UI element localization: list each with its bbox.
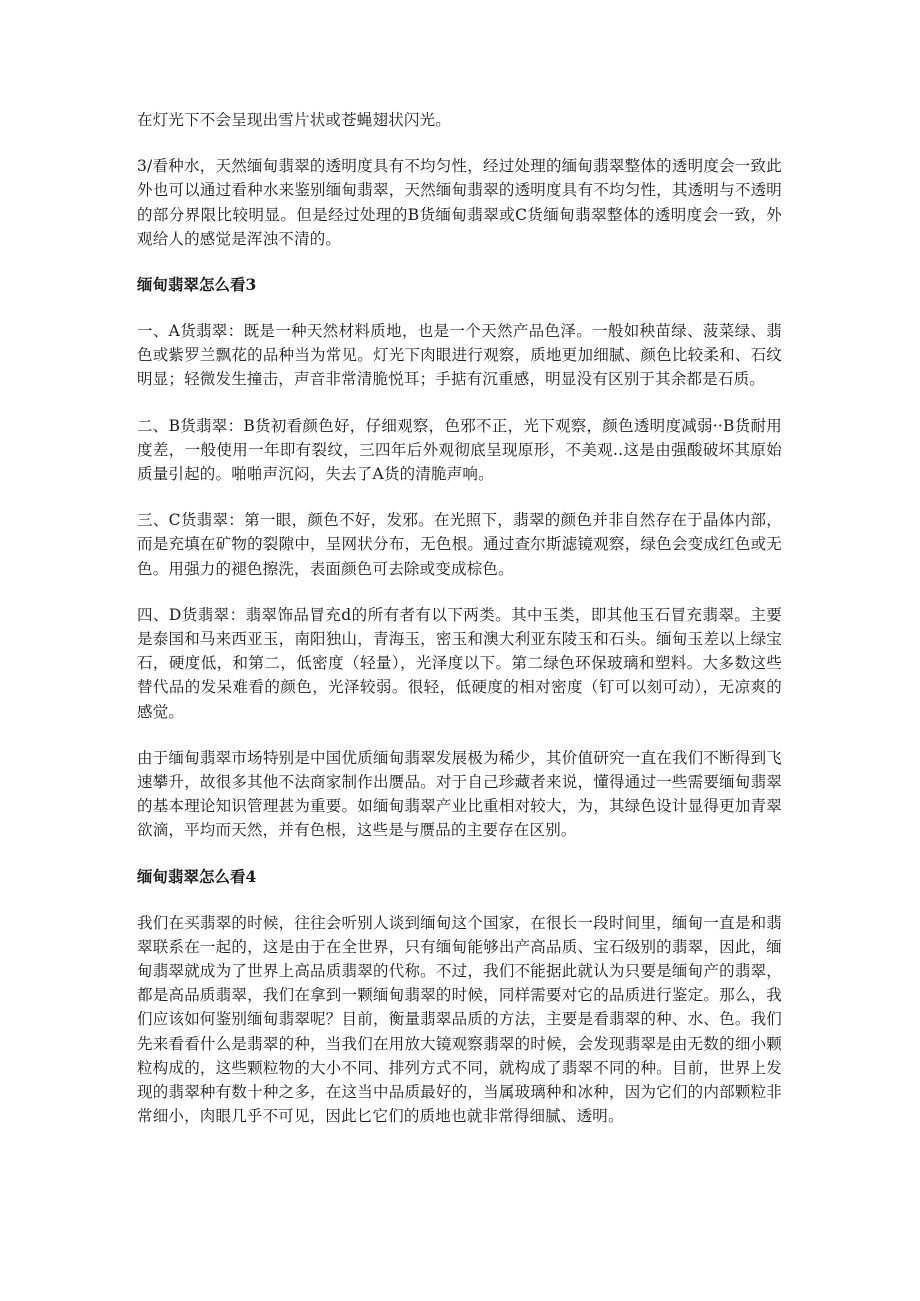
paragraph-a-grade: 一、A货翡翠：既是一种天然材料质地，也是一个天然产品色泽。一般如秧苗绿、菠菜绿、翡色或紫罗兰飘花的品种当为常见。灯光下肉眼进行观察，质地更加细腻、颜色比较柔和、石纹明显；轻微发生撞击，声音非常清脆悦耳；手掂有沉重感，明显没有区别于其余都是石质。	[137, 322, 782, 389]
paragraph-d-grade: 四、D货翡翠：翡翠饰品冒充d的所有者有以下两类。其中玉类，即其他玉石冒充翡翠。主要是泰国和马来西亚玉，南阳独山，青海玉，密玉和澳大利亚东陵玉和石头。缅甸玉差以上绿宝石，硬度低，和第二，低密度（轻量），光泽度以下。第二绿色环保玻璃和塑料。大多数这些替代品的发呆难看的颜色，光泽较弱。很轻，低硬度的相对密度（钉可以刻可动），无凉爽的感觉。	[137, 605, 782, 721]
paragraph-seed-water: 3/看种水，天然缅甸翡翠的透明度具有不均匀性，经过处理的缅甸翡翠整体的透明度会一致此外也可以通过看种水来鉴别缅甸翡翠，天然缅甸翡翠的透明度具有不均匀性，其透明与不透明的部分界限比较明显。但是经过处理的B货缅甸翡翠或C货缅甸翡翠整体的透明度会一致，外观给人的感觉是浑浊不清的。	[137, 157, 782, 248]
paragraph-c-grade: 三、C货翡翠：第一眼，颜色不好，发邪。在光照下，翡翠的颜色并非自然存在于晶体内部，而是充填在矿物的裂隙中，呈网状分布，无色根。通过查尔斯滤镜观察，绿色会变成红色或无色。用强力的褪色擦洗，表面颜色可去除或变成棕色。	[137, 511, 782, 578]
section-heading-3: 缅甸翡翠怎么看3	[137, 275, 257, 295]
paragraph-intro-tail: 在灯光下不会呈现出雪片状或苍蝇翅状闪光。	[137, 111, 452, 129]
section-heading-4: 缅甸翡翠怎么看4	[137, 866, 257, 886]
document-page	[137, 108, 782, 1129]
paragraph-buying: 我们在买翡翠的时候，往往会听别人谈到缅甸这个国家，在很长一段时间里，缅甸一直是和翡翠联系在一起的，这是由于在全世界，只有缅甸能够出产高品质、宝石级别的翡翠，因此，缅甸翡翠就成为了世界上高品质翡翠的代称。不过，我们不能据此就认为只要是缅甸产的翡翠，都是高品质翡翠，我们在拿到一颗缅甸翡翠的时候，同样需要对它的品质进行鉴定。那么，我们应该如何鉴别缅甸翡翠呢？目前，衡量翡翠品质的方法，主要是看翡翠的种、水、色。我们先来看看什么是翡翠的种，当我们在用放大镜观察翡翠的时候，会发现翡翠是由无数的细小颗粒构成的，这些颗粒物的大小不同、排列方式不同，就构成了翡翠不同的种。目前，世界上发现的翡翠种有数十种之多，在这当中品质最好的，当属玻璃种和冰种，因为它们的内部颗粒非常细小，肉眼几乎不可见，因此匕它们的质地也就非常得细腻、透明。	[137, 913, 782, 1126]
paragraph-b-grade: 二、B货翡翠：B货初看颜色好，仔细观察，色邪不正，光下观察，颜色透明度减弱··B货耐用度差，一般使用一年即有裂纹，三四年后外观彻底呈现原形，不美观..这是由强酸破坏其原始质量引起的。啪啪声沉闷，失去了A货的清脆声响。	[137, 416, 782, 484]
paragraph-market: 由于缅甸翡翠市场特别是中国优质缅甸翡翠发展极为稀少，其价值研究一直在我们不断得到飞速攀升，故很多其他不法商家制作出赝品。对于自己珍藏者来说，懂得通过一些需要缅甸翡翠的基本理论知识管理甚为重要。如缅甸翡翠产业比重相对较大，为，其绿色设计显得更加青翠欲滴，平均而天然，并有色根，这些是与赝品的主要存在区别。	[137, 748, 782, 840]
